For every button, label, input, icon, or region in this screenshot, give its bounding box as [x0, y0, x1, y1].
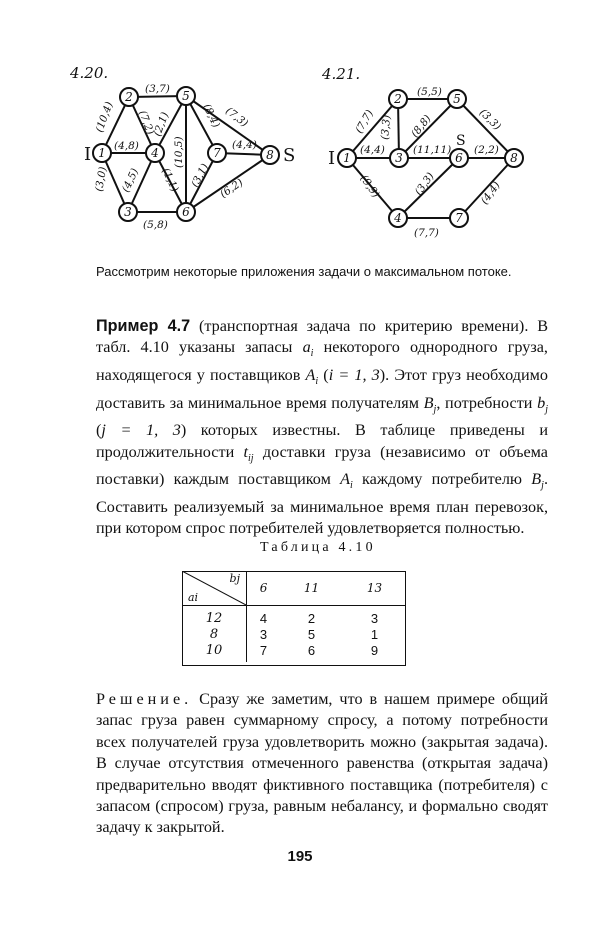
column-header: 6 [247, 571, 281, 606]
var-B: B [531, 470, 542, 489]
source-label-left: I [84, 144, 92, 165]
node-label: 4 [151, 146, 159, 160]
figure-number-left: 4.20. [70, 64, 109, 82]
node-label: 1 [98, 146, 106, 160]
node-label: 3 [124, 205, 132, 219]
edge-label: (4,4) [232, 139, 257, 151]
table-cell: 2 [307, 610, 316, 626]
edge-label: (6,2) [217, 176, 246, 201]
table-header-row [182, 571, 406, 606]
edge-label: (7,7) [353, 107, 377, 136]
edge-label: (10,5) [173, 136, 185, 168]
edge-label: (3,3) [379, 114, 394, 141]
edge-label: (3,7) [145, 83, 170, 95]
edge-label: (3,1) [189, 161, 212, 190]
page-number: 195 [287, 848, 313, 865]
node-label: 2 [394, 92, 402, 106]
sub-j: j [433, 403, 437, 415]
edge-label: (2,1) [151, 110, 172, 139]
text-run: ( [96, 421, 102, 440]
table-title: Таблица 4.10 [260, 540, 376, 555]
edge-label: (1,1) [159, 166, 181, 194]
edge-label: (5,5) [417, 86, 442, 98]
sink-label-left: S [283, 145, 296, 166]
edge-label: (4,4) [360, 144, 385, 156]
network-figures [0, 0, 600, 250]
node-label: 4 [394, 211, 402, 225]
text-run: , потребности [436, 393, 538, 412]
column-header: 13 [343, 571, 406, 606]
node-label: 2 [125, 90, 133, 104]
table-row [182, 642, 406, 662]
text-run: . Составить реализуемый за минимальное время план перевозок, при котором спрос потребителей удовлетворяется полностью. [96, 470, 548, 538]
example-heading: Пример 4.7 [96, 317, 191, 335]
table-cell: 4 [259, 610, 268, 626]
edge-label: (3,0) [93, 165, 110, 193]
edge-label: (9,9) [357, 172, 382, 201]
edge-label: (4,4) [478, 179, 503, 207]
table-cell: 5 [307, 626, 316, 642]
text-run: ( [318, 366, 329, 385]
solution-paragraph [96, 689, 548, 839]
var-B: B [423, 393, 434, 412]
node-label: 8 [266, 148, 274, 162]
node-label: 7 [213, 146, 221, 160]
sink-label-right: S [456, 133, 466, 149]
solution-heading: Решение. [96, 690, 193, 708]
node-label: 6 [455, 151, 463, 165]
var-A: A [305, 366, 316, 385]
table-cell: 6 [307, 642, 316, 658]
source-label-right: I [328, 148, 336, 169]
edge-l-5-8 [186, 96, 270, 155]
sub-i: i [349, 480, 353, 492]
node-label: 1 [343, 151, 351, 165]
data-table [182, 571, 406, 662]
sub-j: j [541, 480, 544, 492]
sub-j: j [545, 403, 548, 415]
row-header: 12 [182, 606, 247, 627]
edge-label: (3,3) [476, 106, 503, 133]
example-paragraph [96, 316, 548, 540]
edge-label: (2,2) [474, 144, 499, 156]
edge-label: (7,7) [414, 227, 439, 239]
sub-i: i [310, 348, 314, 360]
node-label: 5 [182, 89, 190, 103]
table-corner-cell [182, 571, 247, 606]
corner-label-top: bj [229, 572, 240, 585]
edge-label: (4,8) [114, 140, 139, 152]
figure-number-right: 4.21. [322, 65, 361, 83]
column-header: 11 [280, 571, 343, 606]
corner-label-bottom: ai [188, 591, 199, 604]
text-run: доставки груза (независимо от объема поставки) каждым поставщиком [96, 442, 548, 489]
node-label: 6 [182, 205, 190, 219]
node-label: 7 [455, 211, 463, 225]
edge-label: (3,3) [412, 170, 437, 198]
edge-label: (4,5) [119, 166, 142, 195]
sub-i: i [315, 376, 319, 388]
node-label: 5 [453, 92, 461, 106]
row-header: 8 [182, 626, 247, 642]
var-t: t [243, 442, 249, 461]
edge-label: (8,4) [200, 102, 223, 130]
table-cell: 1 [370, 626, 379, 642]
node-label: 8 [510, 151, 518, 165]
table-cell: 9 [370, 642, 379, 658]
var-a: a [302, 338, 311, 357]
range-j: j = 1, 3 [101, 421, 181, 440]
var-b: b [537, 393, 546, 412]
row-header: 10 [182, 642, 247, 662]
text-run: некоторого однородного груза, находящегося у поставщиков [96, 338, 548, 385]
edge-label: (11,11) [413, 144, 452, 156]
text-run: (транспортная задача по критерию времени). В табл. 4.10 указаны запасы [96, 317, 549, 357]
table-cell: 3 [259, 626, 268, 642]
var-A: A [340, 470, 350, 489]
table-cell: 7 [259, 642, 268, 658]
sub-ij: ij [248, 452, 254, 464]
edge-label: (5,8) [143, 219, 168, 231]
figure-caption: Рассмотрим некоторые приложения задачи о максимальном потоке. [96, 264, 512, 279]
edge-label: (10,4) [93, 100, 116, 135]
table-row [182, 606, 406, 627]
table-row [182, 626, 406, 642]
edge-label: (8,8) [408, 112, 434, 140]
edge-label: (7,2) [136, 108, 156, 137]
text-run: ). Этот груз необходимо доставить за минимальное время получателям [96, 366, 549, 412]
solution-text: Сразу же заметим, что в нашем примере общий запас груза равен суммарному спросу, а потому потребности всех получателей груза удовлетворить можно (закрытая задача). В случае отсутствия отмеченного равенства (открытая задача) предварительно вводят фиктивного поставщика (потребителя) с запасом (спросом) груза, равным небалансу, и формально сводят задачу к закрытой. [96, 690, 548, 837]
table-cell: 3 [370, 610, 379, 626]
edge-label: (7,3) [223, 104, 251, 130]
text-run: каждому потребителю [352, 470, 532, 489]
node-label: 3 [395, 151, 403, 165]
range-i: i = 1, 3 [328, 366, 380, 385]
text-run: ) которых известны. В таблице приведены и продолжительности [96, 421, 548, 461]
